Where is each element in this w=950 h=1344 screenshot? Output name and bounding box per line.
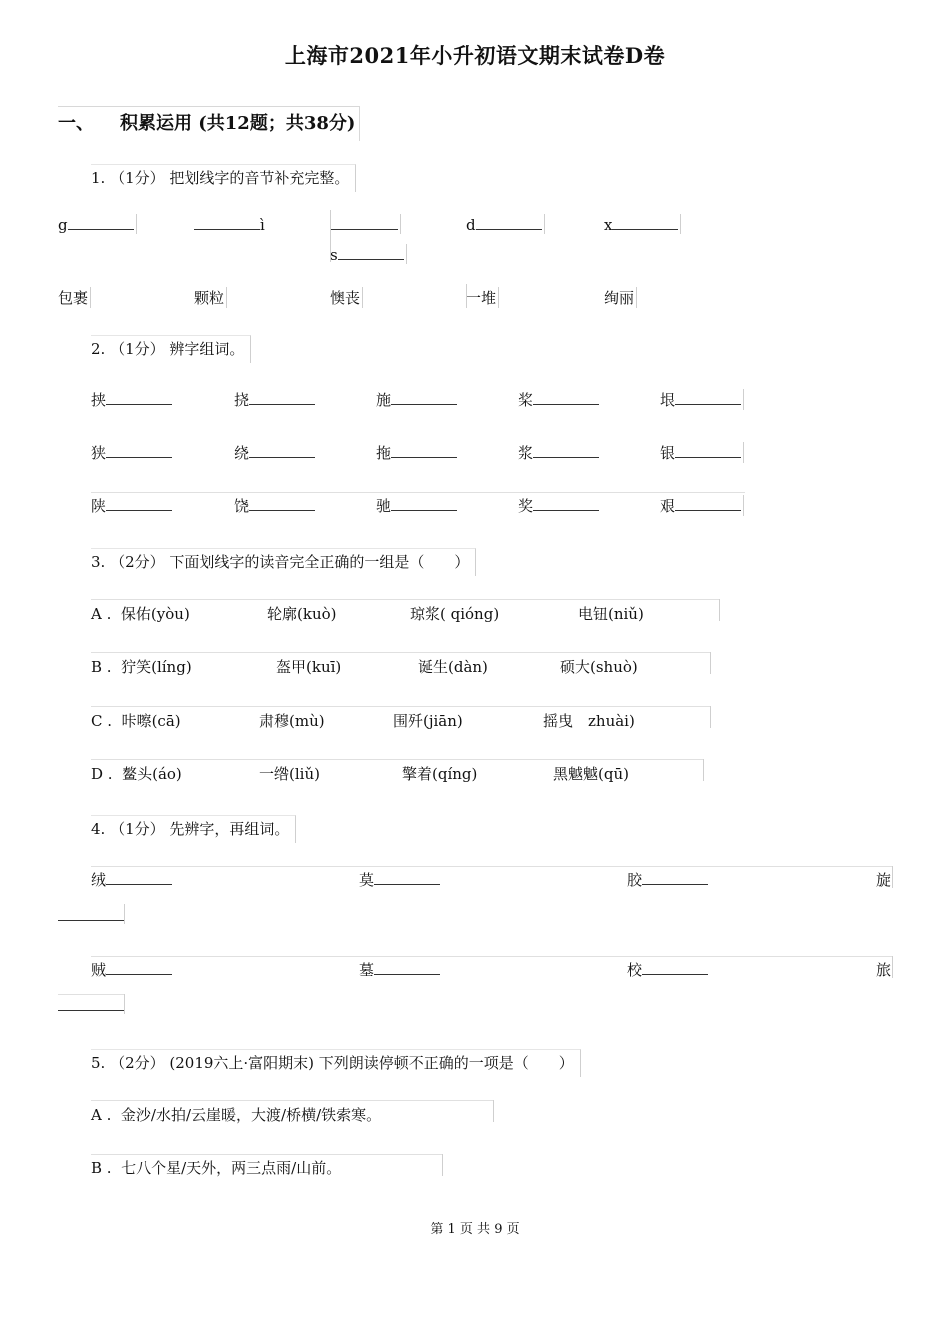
q1-pinyin-3 bbox=[330, 214, 401, 234]
q4-item: 贼 bbox=[91, 959, 172, 980]
q2-item: 施 bbox=[376, 389, 457, 410]
q3-option-d-item: 一绺(liǔ) bbox=[259, 765, 320, 783]
q3-option-b[interactable]: B . 狞笑(líng) bbox=[91, 658, 192, 676]
q2-item: 挟 bbox=[91, 389, 172, 410]
question-4-stem: 4. （1分） 先辨字，再组词。 bbox=[91, 815, 296, 843]
q2-item: 饶 bbox=[234, 495, 315, 516]
section-heading bbox=[58, 106, 360, 141]
q2-item: 驰 bbox=[376, 495, 457, 516]
q2-item: 浆 bbox=[518, 442, 599, 463]
q3-option-a-item: 轮廓(kuò) bbox=[267, 605, 337, 623]
q3-option-c-item: 摇曳 zhuài) bbox=[543, 712, 635, 730]
q3-option-c[interactable]: C . 咔嚓(cā) bbox=[91, 712, 181, 730]
question-3-stem: 3. （2分） 下面划线字的读音完全正确的一组是（ ） bbox=[91, 548, 476, 576]
q2-item: 艰 bbox=[660, 495, 744, 516]
q1-pinyin-2: ì bbox=[194, 214, 265, 234]
q4-item: 胶 bbox=[627, 869, 708, 890]
q3-option-b-item: 诞生(dàn) bbox=[418, 658, 488, 676]
q4-blank bbox=[58, 905, 124, 925]
q2-item: 桨 bbox=[518, 389, 599, 410]
q2-item: 奖 bbox=[518, 495, 599, 516]
q3-option-c-item: 肃穆(mù) bbox=[259, 712, 325, 730]
q4-item: 绒 bbox=[91, 869, 172, 890]
q3-option-c-item: 围歼(jiān) bbox=[393, 712, 463, 730]
q2-item: 拖 bbox=[376, 442, 457, 463]
q3-option-a[interactable]: A . 保佑(yòu) bbox=[91, 605, 190, 623]
q4-item: 旋 bbox=[876, 871, 892, 889]
page-footer: 第 1 页 共 9 页 bbox=[430, 1222, 520, 1237]
q2-item: 狭 bbox=[91, 442, 172, 463]
page-title: 上海市2021年小升初语文期末试卷D卷 bbox=[284, 43, 666, 68]
q3-option-d-item: 擎着(qíng) bbox=[402, 765, 478, 783]
q1-word-2: 颗粒 bbox=[194, 287, 227, 308]
q4-item: 墓 bbox=[359, 959, 440, 980]
q1-pinyin-4: d bbox=[466, 214, 545, 234]
q4-item: 旅 bbox=[876, 961, 892, 979]
q4-blank bbox=[58, 995, 124, 1015]
question-1-stem: 1. （1分） 把划线字的音节补充完整。 bbox=[91, 164, 356, 192]
question-5-stem: 5. （2分） (2019六上·富阳期末) 下列朗读停顿不正确的一项是（ ） bbox=[91, 1049, 581, 1077]
question-2-stem: 2. （1分） 辨字组词。 bbox=[91, 335, 251, 363]
q3-option-a-item: 琼浆( qióng) bbox=[410, 605, 500, 623]
q1-word-1: 包裹 bbox=[58, 287, 91, 308]
q4-item: 校 bbox=[627, 959, 708, 980]
q3-option-d[interactable]: D . 鳌头(áo) bbox=[91, 765, 182, 783]
q4-item: 莫 bbox=[359, 869, 440, 890]
q2-item: 陕 bbox=[91, 495, 172, 516]
q2-item: 银 bbox=[660, 442, 744, 463]
q3-option-b-item: 盔甲(kuī) bbox=[276, 658, 342, 676]
q2-item: 挠 bbox=[234, 389, 315, 410]
section-label: 积累运用 (共12题；共38分) bbox=[120, 113, 356, 134]
q1-word-3: 懊丧 bbox=[330, 287, 363, 308]
section-number: 一、 bbox=[58, 113, 94, 134]
q1-word-4: 一堆 bbox=[466, 287, 499, 308]
q5-option-b[interactable]: B . 七八个星/天外，两三点雨/山前。 bbox=[91, 1159, 342, 1177]
q3-option-b-item: 硕大(shuò) bbox=[560, 658, 638, 676]
q3-option-a-item: 电钮(niǔ) bbox=[578, 605, 644, 623]
q1-pinyin-1: g bbox=[58, 214, 137, 234]
q2-item: 垠 bbox=[660, 389, 744, 410]
q2-item: 绕 bbox=[234, 442, 315, 463]
q3-option-d-item: 黑魆魆(qū) bbox=[553, 765, 629, 783]
q5-option-a[interactable]: A . 金沙/水拍/云崖暖，大渡/桥横/铁索寒。 bbox=[91, 1106, 382, 1124]
q1-pinyin-6: s bbox=[330, 244, 407, 264]
q1-pinyin-5: x bbox=[604, 214, 681, 234]
q1-word-5: 绚丽 bbox=[604, 287, 637, 308]
